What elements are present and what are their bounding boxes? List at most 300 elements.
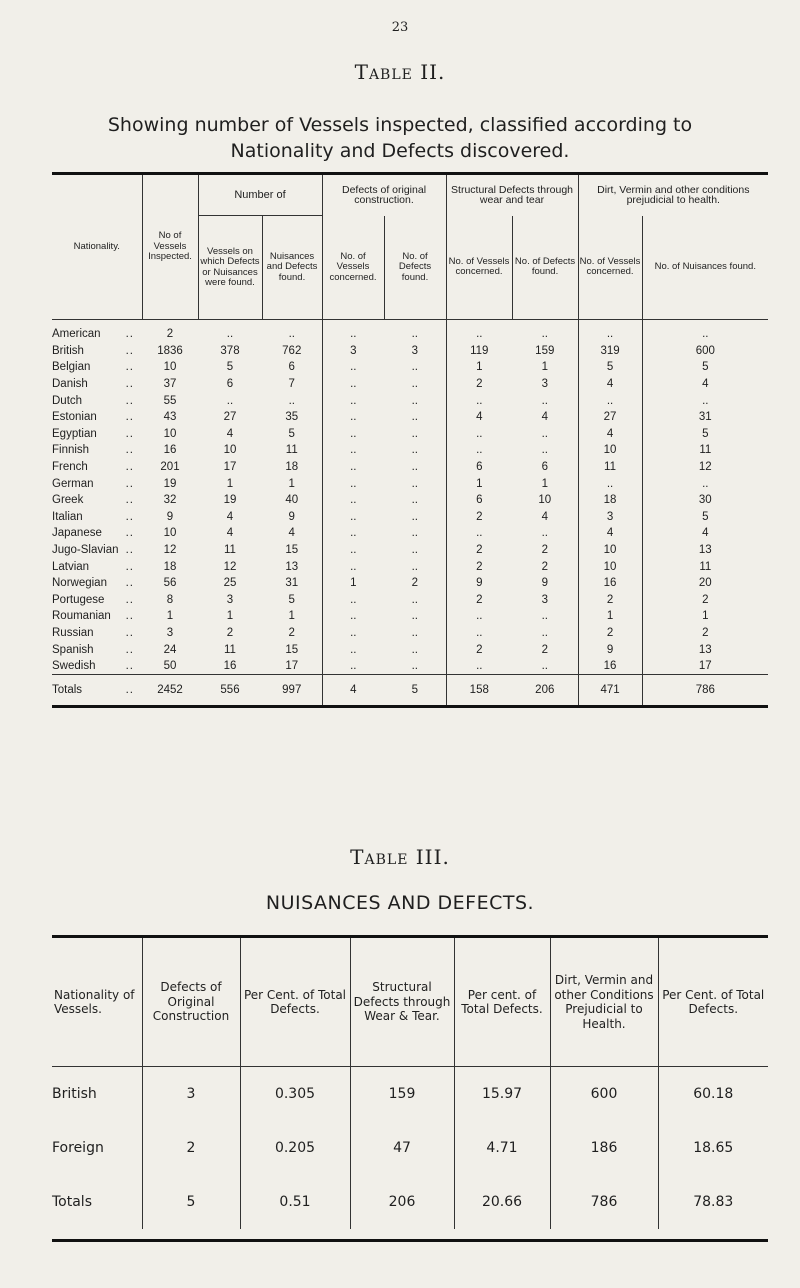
t3-header-pct3: Per Cent. of Total Defects. bbox=[658, 938, 768, 1067]
cell-dirt-nuisances: 11 bbox=[699, 444, 712, 457]
cell-orig-vessels: .. bbox=[350, 444, 357, 457]
cell-vessels-defects: 2 bbox=[226, 626, 234, 639]
cell-dirt-nuisances: 600 bbox=[695, 344, 715, 357]
header-vessels-inspected: No of Vessels Inspected. bbox=[142, 175, 198, 320]
cell-nationality: Egyptian .. bbox=[52, 427, 134, 440]
cell-struct-defects: .. bbox=[512, 392, 578, 409]
cell-orig-vessels: .. bbox=[350, 328, 357, 341]
t3-cell-pct2: 20.66 bbox=[454, 1175, 550, 1229]
t3-cell-structural: 159 bbox=[350, 1067, 454, 1122]
table-2-bottom-rule bbox=[52, 705, 768, 708]
header-nationality: Nationality. bbox=[52, 175, 142, 320]
cell-vessels-defects: 5 bbox=[226, 361, 234, 374]
cell-inspected: 43 bbox=[163, 411, 177, 424]
cell-nationality: Italian .. bbox=[52, 510, 134, 523]
cell-inspected: 9 bbox=[166, 510, 174, 523]
cell-nuisances: 18 bbox=[262, 459, 322, 476]
table-row bbox=[52, 575, 768, 592]
cell-orig-vessels: .. bbox=[350, 527, 357, 540]
table-2-totals-row bbox=[52, 675, 768, 706]
table-row bbox=[52, 359, 768, 376]
cell-struct-defects: .. bbox=[512, 608, 578, 625]
table-row bbox=[52, 376, 768, 393]
table-row bbox=[52, 343, 768, 360]
cell-nuisances: 5 bbox=[262, 592, 322, 609]
cell-dirt-nuisances: 1 bbox=[702, 610, 709, 623]
table-row bbox=[52, 641, 768, 658]
cell-nationality: Jugo-Slavian .. bbox=[52, 544, 134, 557]
cell-dirt-vessels: 11 bbox=[578, 459, 642, 476]
cell-nuisances: .. bbox=[262, 392, 322, 409]
totals-dirt-nuisances: 786 bbox=[642, 675, 768, 706]
t3-cell-label: Totals bbox=[52, 1175, 142, 1229]
cell-dirt-nuisances: 30 bbox=[698, 494, 712, 507]
cell-orig-defects: .. bbox=[384, 475, 446, 492]
cell-nationality: Belgian .. bbox=[52, 361, 134, 374]
cell-struct-defects: 1 bbox=[512, 475, 578, 492]
cell-dirt-vessels: 4 bbox=[578, 376, 642, 393]
t3-header-nationality: Nationality of Vessels. bbox=[52, 938, 142, 1067]
t3-cell-structural: 206 bbox=[350, 1175, 454, 1229]
cell-vessels-defects: 1 bbox=[226, 610, 234, 623]
cell-nuisances: .. bbox=[262, 320, 322, 343]
header-struct-defects-found: No. of Defects found. bbox=[512, 216, 578, 320]
t3-header-original: Defects of Original Construction bbox=[142, 938, 240, 1067]
cell-orig-defects: .. bbox=[384, 608, 446, 625]
cell-struct-vessels: 2 bbox=[476, 643, 483, 656]
cell-orig-vessels: .. bbox=[350, 477, 357, 490]
cell-inspected: 37 bbox=[163, 378, 177, 391]
table-3 bbox=[52, 935, 768, 1242]
cell-struct-vessels: 9 bbox=[476, 577, 483, 590]
cell-nuisances: 11 bbox=[262, 442, 322, 459]
cell-dirt-nuisances: 12 bbox=[698, 461, 712, 474]
cell-inspected: 10 bbox=[163, 527, 177, 540]
cell-orig-defects: .. bbox=[384, 509, 446, 526]
totals-orig-vessels: 4 bbox=[322, 675, 384, 706]
cell-dirt-vessels: 319 bbox=[578, 343, 642, 360]
cell-orig-defects: .. bbox=[384, 525, 446, 542]
cell-struct-vessels: 1 bbox=[476, 477, 483, 490]
t3-cell-pct2: 15.97 bbox=[454, 1067, 550, 1122]
table-2-body bbox=[52, 320, 768, 675]
cell-struct-vessels: 1 bbox=[476, 361, 483, 374]
cell-dirt-vessels: 2 bbox=[578, 625, 642, 642]
cell-orig-vessels: .. bbox=[350, 378, 357, 391]
cell-dirt-nuisances: 2 bbox=[702, 593, 709, 606]
cell-struct-vessels: 2 bbox=[476, 378, 483, 391]
cell-nationality: Danish .. bbox=[52, 378, 134, 391]
cell-inspected: 55 bbox=[163, 394, 177, 407]
cell-struct-defects: 1 bbox=[512, 359, 578, 376]
cell-orig-defects: .. bbox=[384, 392, 446, 409]
header-orig-vessels-concerned: No. of Vessels concerned. bbox=[322, 216, 384, 320]
table-3-grid bbox=[52, 938, 768, 1229]
cell-struct-defects: .. bbox=[512, 658, 578, 675]
cell-vessels-defects: 11 bbox=[224, 643, 236, 656]
cell-struct-defects: 4 bbox=[512, 409, 578, 426]
cell-orig-defects: 2 bbox=[384, 575, 446, 592]
t3-header-structural: Structural Defects through Wear & Tear. bbox=[350, 938, 454, 1067]
cell-nationality: Russian .. bbox=[52, 626, 134, 639]
cell-nuisances: 6 bbox=[262, 359, 322, 376]
cell-orig-defects: .. bbox=[384, 442, 446, 459]
table-row bbox=[52, 459, 768, 476]
cell-dirt-vessels: 27 bbox=[578, 409, 642, 426]
cell-struct-defects: 9 bbox=[512, 575, 578, 592]
cell-nationality: Japanese .. bbox=[52, 527, 134, 540]
header-dirt-vermin: Dirt, Vermin and other conditions prejudicial to health. bbox=[597, 183, 750, 207]
table-2-title: Table II. bbox=[354, 60, 446, 84]
cell-orig-defects: .. bbox=[384, 459, 446, 476]
cell-inspected: 3 bbox=[166, 626, 174, 639]
table-row bbox=[52, 592, 768, 609]
cell-nationality: Norwegian .. bbox=[52, 577, 134, 590]
cell-inspected: 10 bbox=[163, 361, 177, 374]
cell-nuisances: 1 bbox=[262, 608, 322, 625]
cell-nationality: Spanish .. bbox=[52, 643, 134, 656]
cell-nationality: Greek .. bbox=[52, 494, 134, 507]
cell-struct-vessels: .. bbox=[476, 444, 483, 457]
totals-label: Totals .. bbox=[52, 675, 142, 706]
cell-dirt-vessels: 4 bbox=[578, 525, 642, 542]
header-original-construction: Defects of original construction. bbox=[322, 175, 446, 216]
cell-orig-vessels: .. bbox=[350, 510, 357, 523]
cell-orig-vessels: .. bbox=[350, 494, 357, 507]
cell-struct-defects: 3 bbox=[512, 592, 578, 609]
cell-orig-vessels: .. bbox=[350, 461, 357, 474]
cell-dirt-nuisances: .. bbox=[702, 328, 709, 341]
cell-orig-defects: .. bbox=[384, 320, 446, 343]
cell-nationality: Latvian .. bbox=[52, 560, 134, 573]
cell-orig-vessels: .. bbox=[350, 560, 357, 573]
cell-dirt-nuisances: 11 bbox=[699, 560, 712, 573]
table-row bbox=[52, 392, 768, 409]
cell-vessels-defects: 4 bbox=[226, 427, 234, 440]
cell-dirt-nuisances: 13 bbox=[698, 643, 712, 656]
cell-struct-vessels: 2 bbox=[476, 510, 483, 523]
cell-vessels-defects: 4 bbox=[226, 527, 234, 540]
cell-dirt-nuisances: 5 bbox=[702, 427, 709, 440]
cell-nationality: American .. bbox=[52, 328, 134, 341]
cell-dirt-vessels: 10 bbox=[578, 558, 642, 575]
table-2-subtitle-line-1: Showing number of Vessels inspected, classified according to bbox=[107, 114, 693, 136]
cell-struct-defects: 6 bbox=[512, 459, 578, 476]
cell-dirt-nuisances: 31 bbox=[698, 411, 712, 424]
cell-inspected: 10 bbox=[163, 427, 177, 440]
cell-dirt-nuisances: 20 bbox=[698, 577, 712, 590]
cell-orig-defects: .. bbox=[384, 426, 446, 443]
cell-dirt-vessels: 10 bbox=[578, 542, 642, 559]
cell-vessels-defects: 11 bbox=[224, 544, 236, 557]
table-row bbox=[52, 442, 768, 459]
cell-vessels-defects: 25 bbox=[223, 577, 237, 590]
cell-nationality: Portugese .. bbox=[52, 593, 134, 606]
cell-dirt-nuisances: 4 bbox=[702, 527, 709, 540]
cell-vessels-defects: 10 bbox=[223, 444, 237, 457]
cell-struct-vessels: 2 bbox=[476, 560, 483, 573]
cell-nuisances: 7 bbox=[262, 376, 322, 393]
header-number-of: Number of bbox=[198, 175, 322, 216]
cell-dirt-vessels: .. bbox=[578, 320, 642, 343]
t3-cell-structural: 47 bbox=[350, 1121, 454, 1175]
table-2-grid bbox=[52, 175, 768, 705]
table-row bbox=[52, 475, 768, 492]
cell-vessels-defects: 19 bbox=[223, 494, 237, 507]
table-row bbox=[52, 1175, 768, 1229]
cell-nuisances: 31 bbox=[262, 575, 322, 592]
cell-dirt-nuisances: .. bbox=[702, 394, 709, 407]
table-row bbox=[52, 658, 768, 675]
table-row bbox=[52, 558, 768, 575]
cell-struct-defects: 2 bbox=[512, 558, 578, 575]
table-3-title: Table III. bbox=[350, 845, 450, 869]
t3-cell-original: 5 bbox=[142, 1175, 240, 1229]
cell-struct-defects: .. bbox=[512, 320, 578, 343]
t3-cell-original: 3 bbox=[142, 1067, 240, 1122]
cell-struct-vessels: 4 bbox=[476, 411, 483, 424]
totals-vessels-defects: 556 bbox=[198, 675, 262, 706]
cell-inspected: 56 bbox=[163, 577, 177, 590]
cell-orig-defects: .. bbox=[384, 359, 446, 376]
cell-nuisances: 15 bbox=[262, 641, 322, 658]
t3-cell-pct3: 78.83 bbox=[693, 1194, 734, 1210]
cell-dirt-vessels: 2 bbox=[578, 592, 642, 609]
t3-cell-original: 2 bbox=[142, 1121, 240, 1175]
cell-dirt-vessels: 1 bbox=[578, 608, 642, 625]
cell-struct-vessels: 6 bbox=[476, 461, 483, 474]
cell-dirt-vessels: 4 bbox=[578, 426, 642, 443]
cell-nuisances: 762 bbox=[262, 343, 322, 360]
cell-vessels-defects: 1 bbox=[226, 477, 234, 490]
cell-inspected: 18 bbox=[163, 560, 177, 573]
cell-orig-defects: .. bbox=[384, 409, 446, 426]
header-nuisances-defects-found: Nuisances and Defects found. bbox=[262, 216, 322, 320]
totals-inspected: 2452 bbox=[142, 675, 198, 706]
table-row bbox=[52, 608, 768, 625]
header-dirt-vessels-concerned: No. of Vessels concerned. bbox=[578, 216, 642, 320]
table-row bbox=[52, 1067, 768, 1122]
header-struct-vessels-concerned: No. of Vessels concerned. bbox=[446, 216, 512, 320]
cell-vessels-defects: .. bbox=[226, 328, 234, 341]
cell-struct-vessels: 119 bbox=[470, 344, 489, 357]
cell-struct-vessels: 2 bbox=[476, 544, 483, 557]
cell-orig-defects: .. bbox=[384, 658, 446, 675]
cell-orig-defects: .. bbox=[384, 625, 446, 642]
cell-nuisances: 2 bbox=[262, 625, 322, 642]
cell-vessels-defects: 378 bbox=[220, 344, 240, 357]
cell-vessels-defects: 6 bbox=[226, 378, 234, 391]
cell-vessels-defects: 12 bbox=[223, 560, 237, 573]
cell-orig-defects: 3 bbox=[384, 343, 446, 360]
cell-orig-defects: .. bbox=[384, 641, 446, 658]
cell-inspected: 12 bbox=[163, 544, 177, 557]
cell-orig-vessels: .. bbox=[350, 593, 357, 606]
cell-dirt-vessels: .. bbox=[578, 392, 642, 409]
cell-nationality: Swedish .. bbox=[52, 660, 134, 673]
cell-inspected: 8 bbox=[166, 593, 174, 606]
cell-orig-vessels: .. bbox=[350, 361, 357, 374]
cell-nationality: French .. bbox=[52, 461, 134, 474]
cell-dirt-vessels: 10 bbox=[578, 442, 642, 459]
cell-dirt-vessels: 18 bbox=[578, 492, 642, 509]
cell-inspected: 16 bbox=[163, 444, 177, 457]
t3-header-pct2: Per cent. of Total Defects. bbox=[454, 938, 550, 1067]
table-row bbox=[52, 509, 768, 526]
cell-orig-vessels: 1 bbox=[350, 577, 357, 590]
cell-struct-defects: .. bbox=[512, 625, 578, 642]
cell-nuisances: 17 bbox=[262, 658, 322, 675]
cell-struct-vessels: .. bbox=[476, 394, 483, 407]
cell-dirt-vessels: .. bbox=[578, 475, 642, 492]
cell-nationality: German .. bbox=[52, 477, 134, 490]
cell-struct-defects: 4 bbox=[512, 509, 578, 526]
table-row bbox=[52, 1121, 768, 1175]
cell-dirt-vessels: 16 bbox=[578, 575, 642, 592]
cell-inspected: 1836 bbox=[157, 344, 183, 357]
cell-dirt-vessels: 5 bbox=[578, 359, 642, 376]
t3-cell-pct3: 18.65 bbox=[693, 1140, 734, 1156]
table-row bbox=[52, 409, 768, 426]
cell-orig-vessels: .. bbox=[350, 626, 357, 639]
table-3-subtitle: NUISANCES AND DEFECTS. bbox=[265, 892, 535, 914]
cell-orig-vessels: .. bbox=[350, 427, 357, 440]
cell-struct-defects: .. bbox=[512, 426, 578, 443]
cell-orig-defects: .. bbox=[384, 542, 446, 559]
totals-nuisances: 997 bbox=[262, 675, 322, 706]
table-3-bottom-rule bbox=[52, 1239, 768, 1242]
header-structural-defects: Structural Defects through wear and tear bbox=[446, 175, 578, 216]
cell-dirt-nuisances: .. bbox=[702, 477, 709, 490]
cell-struct-vessels: 6 bbox=[476, 494, 483, 507]
cell-nuisances: 35 bbox=[262, 409, 322, 426]
table-row bbox=[52, 525, 768, 542]
cell-nuisances: 4 bbox=[262, 525, 322, 542]
table-row bbox=[52, 625, 768, 642]
cell-orig-defects: .. bbox=[384, 376, 446, 393]
cell-dirt-nuisances: 2 bbox=[702, 626, 709, 639]
t3-header-dirt: Dirt, Vermin and other Conditions Prejudicial to Health. bbox=[550, 938, 658, 1067]
cell-orig-vessels: .. bbox=[350, 411, 357, 424]
cell-orig-vessels: .. bbox=[350, 643, 357, 656]
table-2-subtitle-line-2: Nationality and Defects discovered. bbox=[230, 140, 570, 162]
cell-nationality: British .. bbox=[52, 344, 134, 357]
cell-dirt-nuisances: 17 bbox=[698, 660, 712, 673]
cell-struct-vessels: .. bbox=[476, 427, 483, 440]
cell-nuisances: 1 bbox=[262, 475, 322, 492]
t3-cell-pct2: 4.71 bbox=[454, 1121, 550, 1175]
cell-orig-defects: .. bbox=[384, 492, 446, 509]
cell-orig-vessels: .. bbox=[350, 610, 357, 623]
table-row bbox=[52, 492, 768, 509]
cell-nuisances: 9 bbox=[262, 509, 322, 526]
cell-vessels-defects: 3 bbox=[226, 593, 234, 606]
cell-dirt-nuisances: 5 bbox=[702, 510, 709, 523]
cell-inspected: 50 bbox=[163, 660, 177, 673]
t3-cell-dirt: 786 bbox=[550, 1175, 658, 1229]
cell-dirt-nuisances: 4 bbox=[702, 378, 709, 391]
cell-inspected: 24 bbox=[163, 643, 177, 656]
cell-nationality: Estonian .. bbox=[52, 411, 134, 424]
header-dirt-nuisances-found: No. of Nuisances found. bbox=[642, 216, 768, 320]
t3-cell-dirt: 186 bbox=[550, 1121, 658, 1175]
table-2 bbox=[52, 172, 768, 708]
cell-dirt-nuisances: 13 bbox=[698, 544, 712, 557]
cell-nuisances: 5 bbox=[262, 426, 322, 443]
cell-nationality: Dutch .. bbox=[52, 394, 134, 407]
cell-struct-vessels: .. bbox=[476, 660, 483, 673]
totals-dirt-vessels: 471 bbox=[578, 675, 642, 706]
cell-vessels-defects: 4 bbox=[226, 510, 234, 523]
cell-struct-defects: 2 bbox=[512, 641, 578, 658]
t3-cell-label: British bbox=[52, 1067, 142, 1122]
header-orig-defects-found: No. of Defects found. bbox=[384, 216, 446, 320]
t3-cell-pct1: 0.51 bbox=[240, 1175, 350, 1229]
cell-nuisances: 15 bbox=[262, 542, 322, 559]
cell-inspected: 19 bbox=[163, 477, 177, 490]
cell-struct-defects: .. bbox=[512, 442, 578, 459]
cell-inspected: 1 bbox=[166, 610, 174, 623]
t3-header-pct1: Per Cent. of Total Defects. bbox=[240, 938, 350, 1067]
totals-struct-vessels: 158 bbox=[446, 675, 512, 706]
table-row bbox=[52, 542, 768, 559]
totals-struct-defects: 206 bbox=[512, 675, 578, 706]
t3-cell-pct1: 0.205 bbox=[240, 1121, 350, 1175]
cell-vessels-defects: 17 bbox=[223, 461, 237, 474]
table-2-subtitle bbox=[0, 112, 800, 164]
cell-nationality: Roumanian .. bbox=[52, 610, 134, 623]
table-3-body bbox=[52, 1067, 768, 1230]
cell-nuisances: 13 bbox=[262, 558, 322, 575]
cell-orig-defects: .. bbox=[384, 592, 446, 609]
table-row bbox=[52, 426, 768, 443]
t3-cell-dirt: 600 bbox=[550, 1067, 658, 1122]
cell-struct-defects: 159 bbox=[512, 343, 578, 360]
cell-struct-defects: 2 bbox=[512, 542, 578, 559]
cell-struct-vessels: .. bbox=[476, 610, 483, 623]
t3-cell-pct3: 60.18 bbox=[693, 1086, 734, 1102]
cell-struct-defects: 3 bbox=[512, 376, 578, 393]
t3-cell-pct1: 0.305 bbox=[240, 1067, 350, 1122]
cell-vessels-defects: 27 bbox=[223, 411, 237, 424]
cell-inspected: 201 bbox=[160, 461, 180, 474]
t3-cell-label: Foreign bbox=[52, 1121, 142, 1175]
cell-orig-vessels: 3 bbox=[350, 344, 357, 357]
cell-struct-defects: 10 bbox=[512, 492, 578, 509]
cell-dirt-vessels: 9 bbox=[578, 641, 642, 658]
cell-struct-vessels: .. bbox=[476, 328, 483, 341]
cell-struct-vessels: 2 bbox=[476, 593, 483, 606]
cell-vessels-defects: 16 bbox=[223, 660, 237, 673]
cell-dirt-nuisances: 5 bbox=[702, 361, 709, 374]
cell-orig-vessels: .. bbox=[350, 394, 357, 407]
cell-struct-defects: .. bbox=[512, 525, 578, 542]
cell-orig-vessels: .. bbox=[350, 544, 357, 557]
cell-dirt-vessels: 16 bbox=[578, 658, 642, 675]
totals-orig-defects: 5 bbox=[384, 675, 446, 706]
cell-vessels-defects: .. bbox=[226, 394, 234, 407]
header-vessels-with-defects: Vessels on which Defects or Nuisances were found. bbox=[198, 216, 262, 320]
cell-orig-defects: .. bbox=[384, 558, 446, 575]
cell-inspected: 32 bbox=[163, 494, 177, 507]
cell-orig-vessels: .. bbox=[350, 660, 357, 673]
cell-nationality: Finnish .. bbox=[52, 444, 134, 457]
page-number: 23 bbox=[391, 20, 409, 35]
cell-struct-vessels: .. bbox=[476, 626, 483, 639]
cell-struct-vessels: .. bbox=[476, 527, 483, 540]
cell-nuisances: 40 bbox=[262, 492, 322, 509]
cell-inspected: 2 bbox=[166, 328, 174, 341]
